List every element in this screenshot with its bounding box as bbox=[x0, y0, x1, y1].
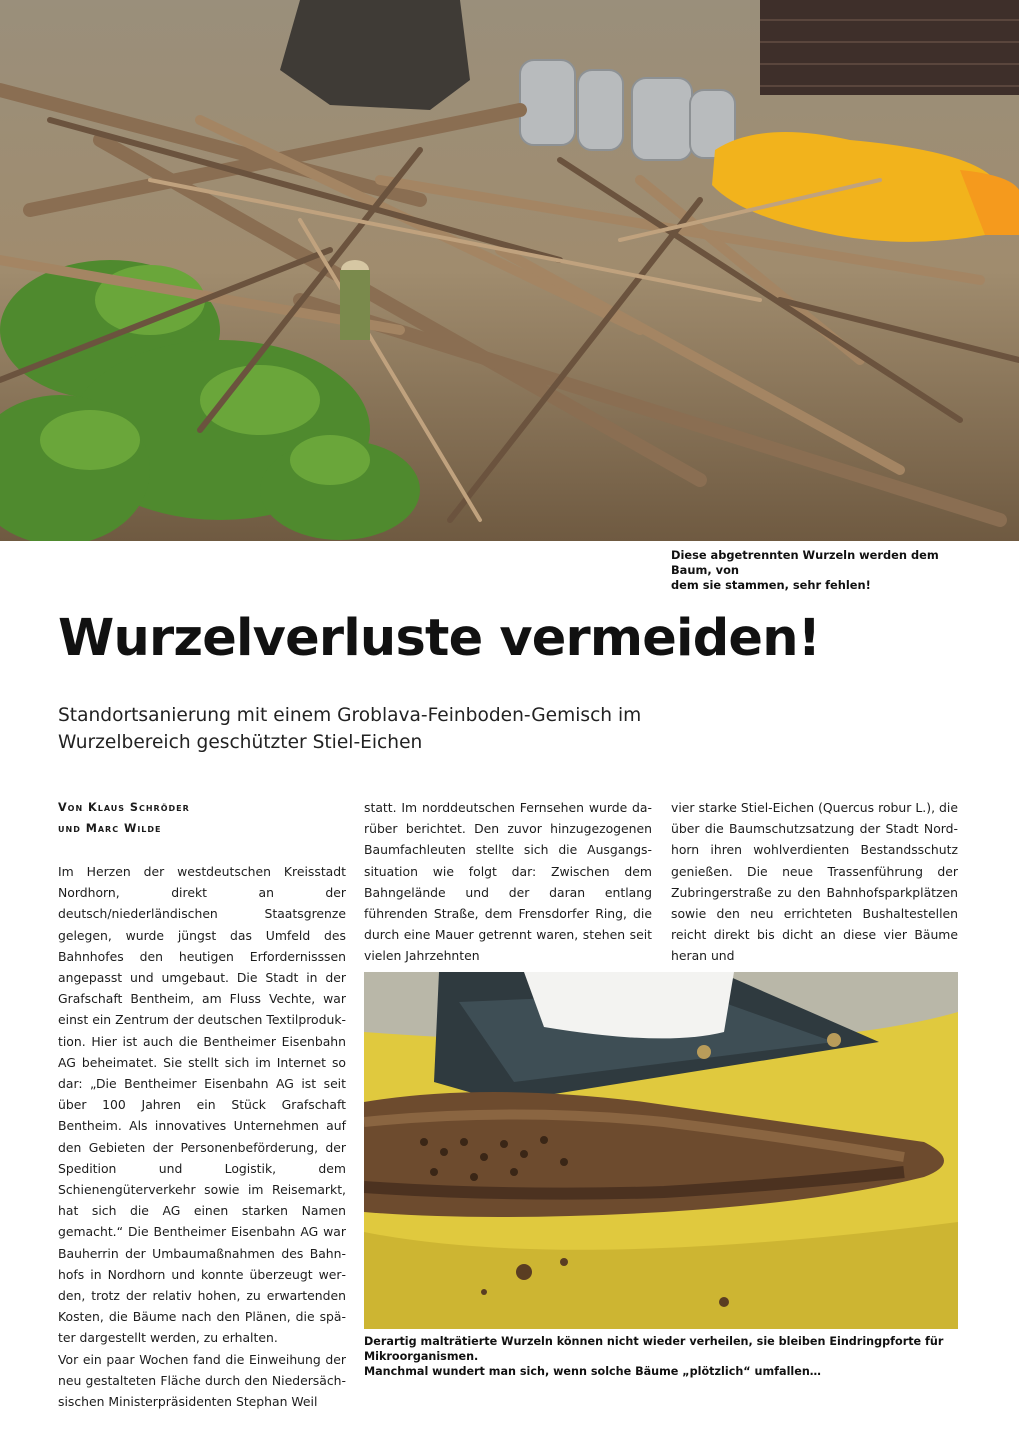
root-pile-illustration bbox=[0, 0, 1019, 541]
bottom-photo bbox=[364, 972, 958, 1329]
author-byline bbox=[58, 797, 346, 839]
bottom-caption-line-2: Manchmal wundert man sich, wenn solche Bäume „plötzlich“ umfallen… bbox=[364, 1365, 821, 1378]
top-photo bbox=[0, 0, 1019, 541]
column-2-paragraph-1: statt. Im norddeutschen Fernsehen wurde darüber berichtet. Den zuvor hinzugezogenen Baumfachleuten stellte sich die Ausgangssituation wie folgt dar: Zwischen dem Bahngelände und der daran entlang führenden Straße, dem Frensdorfer Ring, die durch eine Mauer getrennt waren, stehen seit vielen Jahrzehnten bbox=[364, 800, 652, 964]
text-column-2 bbox=[364, 797, 652, 967]
article-subtitle bbox=[58, 702, 678, 756]
subtitle-line-2: Wurzelbereich geschützter Stiel-Eichen bbox=[58, 732, 423, 753]
subtitle-line-1: Standortsanierung mit einem Groblava-Feinboden-Gemisch im bbox=[58, 705, 642, 726]
top-caption-line-2: dem sie stammen, sehr fehlen! bbox=[671, 578, 871, 592]
bottom-photo-caption bbox=[364, 1334, 964, 1379]
column-1-paragraph-2: Vor ein paar Wochen fand die Einweihung der neu gestalteten Fläche durch den Niedersächsischen Ministerpräsidenten Stephan Weil bbox=[58, 1351, 346, 1410]
top-photo-caption bbox=[671, 548, 971, 593]
column-1-paragraph-1: Im Herzen der westdeutschen Kreisstadt Nordhorn, direkt an der deutsch/niederländischen Staatsgrenze gelegen, wurde jüngst das Umfeld des Bahnhofes den heutigen Erfordernisssen angepasst und umgebaut. Die Stadt in der Grafschaft Bentheim, am Fluss Vechte, war einst ein Zentrum der deutschen Textilproduktion. Hier ist auch die Bentheimer Eisenbahn AG beheimatet. Sie stellt sich im Internet so dar: „Die Bentheimer Eisenbahn AG ist seit über 100 Jahren ein Stück Grafschaft Bentheim. Als innovatives Unternehmen auf den Gebieten der Personenbeförderung, der Spedition und Logistik, dem Schienengüterverkehr sowie im Reisemarkt, hat sich die AG einen starken Namen gemacht.“ Die Bentheimer Eisenbahn AG war Bauherrin der Umbaumaßnahmen des Bahnhofs in Nordhorn und konnte überzeugt werden, trotz der relativ hohen, zu erwartenden Kosten, die Bäume nach den Plänen, die später dargestellt werden, zu erhalten. bbox=[58, 864, 346, 1346]
article-title: Wurzelverluste vermeiden! bbox=[58, 609, 821, 668]
column-3-paragraph-1: vier starke Stiel-Eichen (Quercus robur L.), die über die Baumschutzsatzung der Stadt Nordhorn ihren wohlverdienten Bestandsschutz genießen. Die neue Trassenführung der Zubringerstraße zu den Bahnhofsparkplätzen sowie den neu errichteten Bushaltestellen reicht direkt bis dicht an diese vier Bäume heran und bbox=[671, 800, 958, 964]
damaged-root-illustration bbox=[364, 972, 958, 1329]
text-column-1 bbox=[58, 861, 346, 1412]
byline-line-1: Von Klaus Schröder bbox=[58, 801, 190, 814]
text-column-3 bbox=[671, 797, 958, 967]
top-caption-line-1: Diese abgetrennten Wurzeln werden dem Baum, von bbox=[671, 548, 939, 577]
byline-line-2: und Marc Wilde bbox=[58, 822, 162, 836]
bottom-caption-line-1: Derartig malträtierte Wurzeln können nicht wieder verheilen, sie bleiben Eindringpforte für Mikroorganismen. bbox=[364, 1335, 944, 1363]
